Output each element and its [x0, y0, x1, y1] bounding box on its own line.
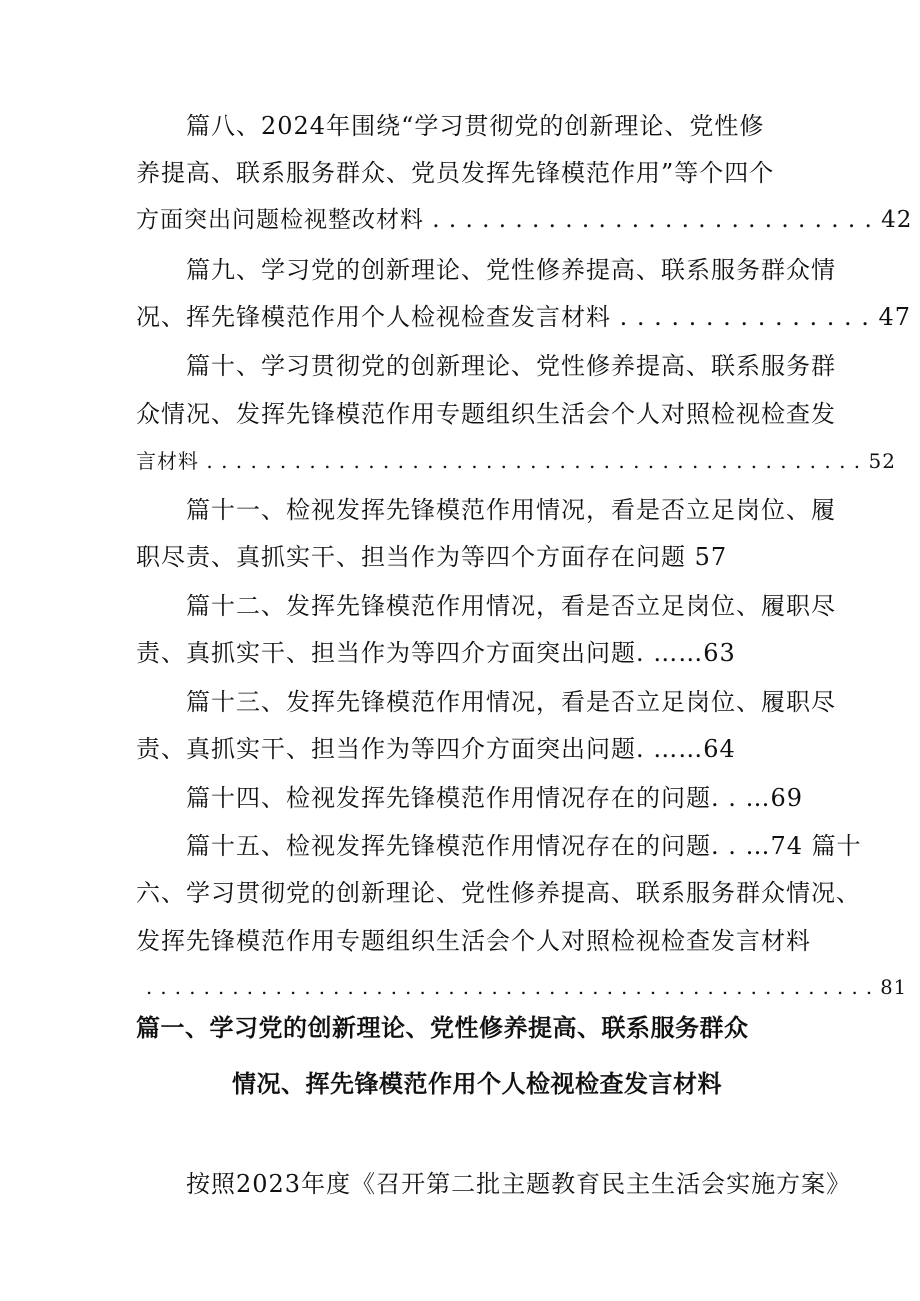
toc-line-14: 责、真抓实干、担当作为等四介方面突出问题. ……64 [136, 735, 736, 763]
toc-line-19: . . . . . . . . . . . . . . . . . . . . . . . . . . . . . . . . . . . . . . . . . . . . . . . . . . . 81 [146, 976, 908, 999]
toc-line-8: 言材料 . . . . . . . . . . . . . . . . . . . . . . . . . . . . . . . . . . . . . . . . . . . . . 52 [136, 449, 896, 473]
toc-line-11: 篇十二、发挥先锋模范作用情况，看是否立足岗位、履职尽 [186, 592, 836, 620]
toc-line-10: 职尽责、真抓实干、担当作为等四个方面存在问题 57 [136, 543, 728, 571]
section-heading-line-1: 篇一、学习党的创新理论、党性修养提高、联系服务群众 [136, 1014, 749, 1042]
section-heading-line-2: 情况、挥先锋模范作用个人检视检查发言材料 [232, 1070, 722, 1098]
toc-line-15: 篇十四、检视发挥先锋模范作用情况存在的问题. . …69 [186, 784, 804, 812]
body-paragraph: 按照2023年度《召开第二批主题教育民主生活会实施方案》 [186, 1170, 852, 1198]
toc-line-12: 责、真抓实干、担当作为等四介方面突出问题. ……63 [136, 639, 736, 667]
toc-line-3: 方面突出问题检视整改材料 . . . . . . . . . . . . . . . . . . . . . . . . . . . 42 [136, 207, 913, 233]
toc-line-9: 篇十一、检视发挥先锋模范作用情况，看是否立足岗位、履 [186, 496, 836, 524]
toc-line-5: 况、挥先锋模范作用个人检视检查发言材料 . . . . . . . . . . . . . . . 47 [136, 303, 912, 331]
toc-line-2: 养提高、联系服务群众、党员发挥先锋模范作用”等个四个 [136, 159, 775, 187]
toc-line-13: 篇十三、发挥先锋模范作用情况，看是否立足岗位、履职尽 [186, 688, 836, 716]
toc-line-1: 篇八、2024年围绕“学习贯彻党的创新理论、党性修 [186, 112, 765, 140]
toc-line-4: 篇九、学习党的创新理论、党性修养提高、联系服务群众情 [186, 256, 836, 284]
toc-line-16: 篇十五、检视发挥先锋模范作用情况存在的问题. . …74 篇十 [186, 832, 862, 860]
toc-line-6: 篇十、学习贯彻党的创新理论、党性修养提高、联系服务群 [186, 352, 836, 380]
toc-line-18: 发挥先锋模范作用专题组织生活会个人对照检视检查发言材料 [136, 927, 811, 955]
toc-line-17: 六、学习贯彻党的创新理论、党性修养提高、联系服务群众情况、 [136, 879, 861, 907]
toc-line-7: 众情况、发挥先锋模范作用专题组织生活会个人对照检视检查发 [136, 400, 836, 428]
